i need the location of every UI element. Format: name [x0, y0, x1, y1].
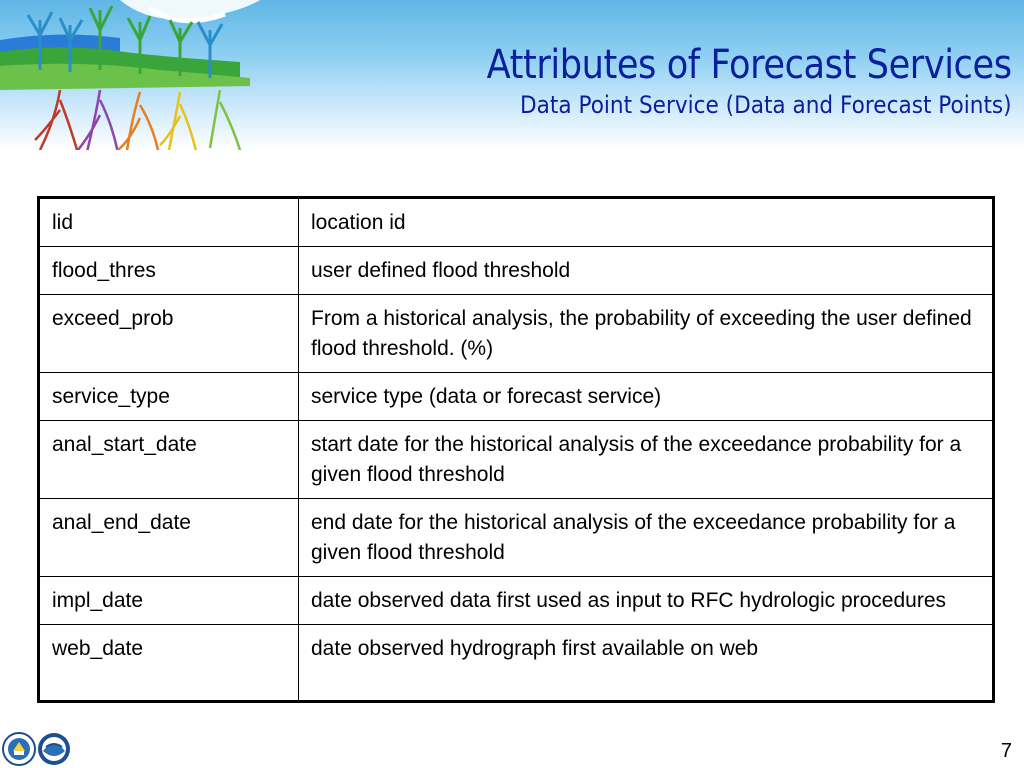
footer-logos: [2, 731, 72, 767]
attribute-name-cell: web_date: [39, 625, 299, 702]
noaa-logo-icon: [38, 733, 70, 765]
attribute-name-cell: lid: [39, 198, 299, 247]
table-row: [39, 295, 994, 373]
table-row: [39, 198, 994, 247]
commerce-seal-icon: [3, 733, 35, 765]
attribute-name-cell: impl_date: [39, 577, 299, 625]
attribute-description-cell: date observed hydrograph first available on web: [299, 625, 994, 702]
landscape-roots-illustration-icon: [0, 0, 300, 150]
attribute-description-cell: start date for the historical analysis of the exceedance probability for a given flood threshold: [299, 421, 994, 499]
attribute-name-cell: anal_start_date: [39, 421, 299, 499]
slide-title: Attributes of Forecast Services: [486, 42, 1012, 88]
attribute-name-cell: flood_thres: [39, 247, 299, 295]
attribute-description-cell: end date for the historical analysis of the exceedance probability for a given flood threshold: [299, 499, 994, 577]
attribute-name-cell: exceed_prob: [39, 295, 299, 373]
attributes-table: [37, 196, 995, 703]
attribute-description-cell: date observed data first used as input to RFC hydrologic procedures: [299, 577, 994, 625]
attribute-description-cell: From a historical analysis, the probability of exceeding the user defined flood threshold. (%): [299, 295, 994, 373]
table-row: [39, 577, 994, 625]
attribute-name-cell: service_type: [39, 373, 299, 421]
table-row: [39, 247, 994, 295]
attribute-name-cell: anal_end_date: [39, 499, 299, 577]
title-block: [415, 44, 1012, 118]
table-row: [39, 373, 994, 421]
slide-subtitle: Data Point Service (Data and Forecast Points): [520, 91, 1012, 119]
table-row: [39, 421, 994, 499]
table-row: [39, 499, 994, 577]
attribute-description-cell: user defined flood threshold: [299, 247, 994, 295]
page-number: 7: [1000, 740, 1012, 762]
table-row: [39, 625, 994, 702]
header-band: [0, 0, 1024, 150]
attribute-description-cell: location id: [299, 198, 994, 247]
attribute-description-cell: service type (data or forecast service): [299, 373, 994, 421]
